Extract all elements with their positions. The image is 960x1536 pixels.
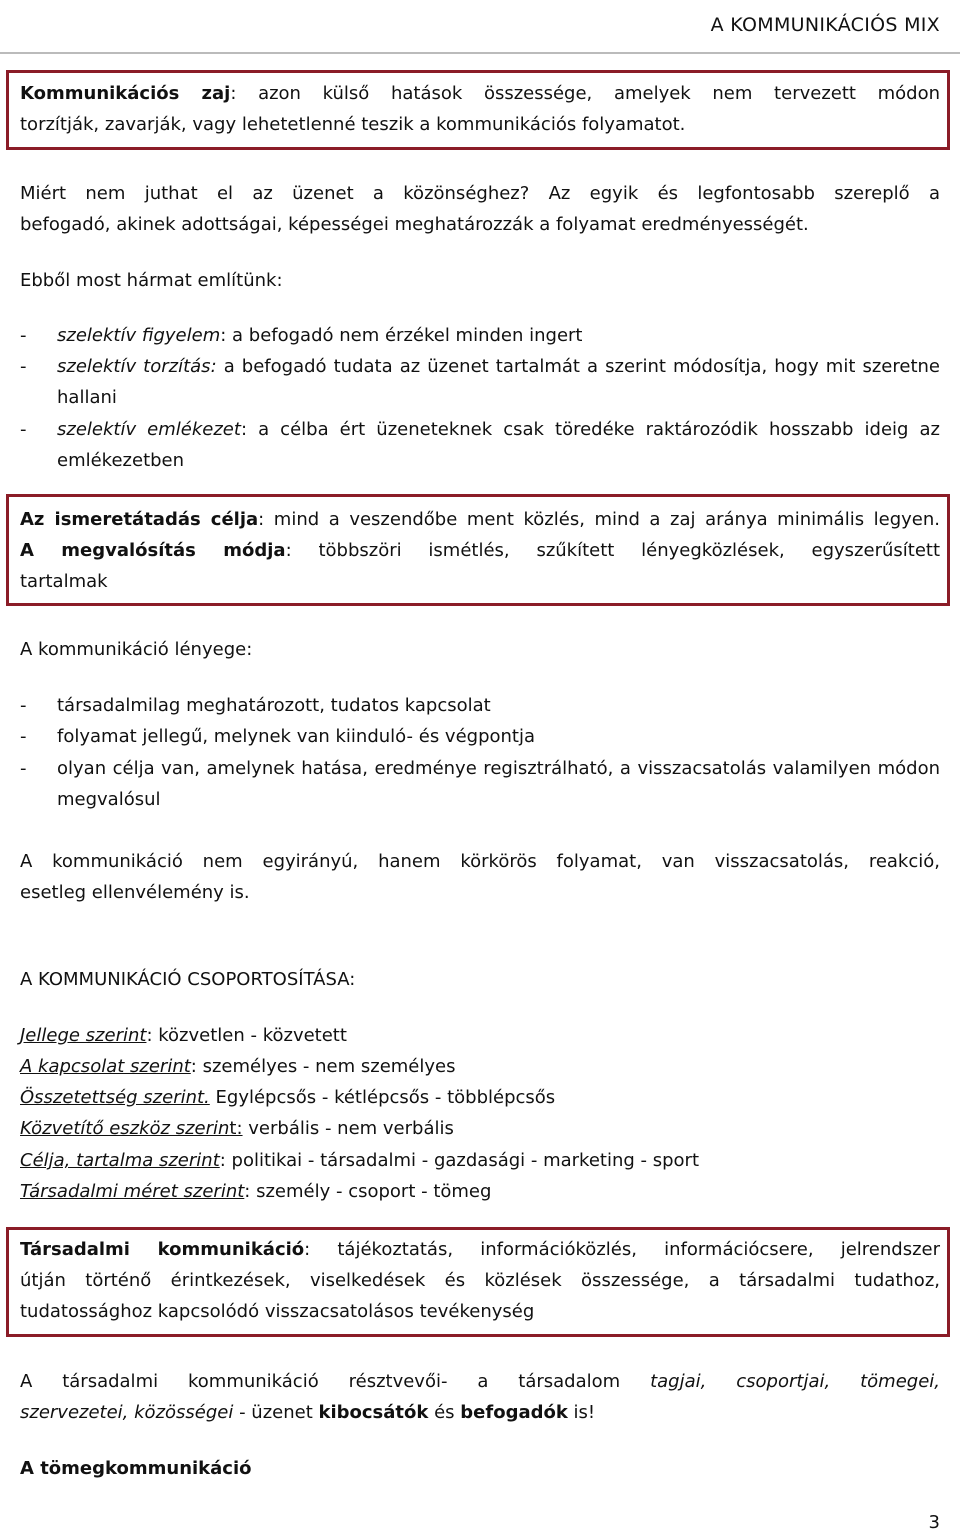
noise-term: Kommunikációs zaj bbox=[20, 83, 231, 104]
classification-heading: A KOMMUNIKÁCIÓ CSOPORTOSÍTÁSA: bbox=[20, 969, 356, 990]
dash-marker: - bbox=[20, 695, 27, 716]
participants-bold: befogadók bbox=[460, 1402, 568, 1423]
noise-line-2: torzítják, zavarják, vagy lehetetlenné teszik a kommunikációs folyamatot. bbox=[20, 114, 686, 135]
participants-italic: szervezetei, közösségei bbox=[20, 1402, 234, 1423]
classification-sep: t: bbox=[229, 1118, 243, 1139]
participants-line-2 bbox=[20, 1397, 940, 1428]
classification-text: személyes - nem személyes bbox=[196, 1056, 456, 1077]
social-line-3: tudatossághoz kapcsolódó visszacsatolásos tevékenység bbox=[20, 1301, 535, 1322]
classification-text: politikai - társadalmi - gazdasági - marketing - sport bbox=[225, 1150, 700, 1171]
goal-text-1: : mind a veszendőbe ment közlés, mind a zaj aránya minimális legyen. bbox=[258, 509, 940, 530]
social-line-2: útján történő érintkezések, viselkedések és közlések összessége, a társadalmi tudathoz, bbox=[20, 1270, 940, 1291]
classification-sep: : bbox=[190, 1056, 197, 1077]
why-line-1: Miért nem juthat el az üzenet a közönséghez? Az egyik és legfontosabb szereplő a bbox=[20, 183, 940, 204]
selective-item-distortion bbox=[57, 351, 940, 413]
classification-sep: : bbox=[146, 1025, 153, 1046]
classification-row bbox=[20, 1113, 940, 1144]
essence-item: folyamat jellegű, melynek van kiinduló- és végpontja bbox=[57, 726, 536, 747]
selective-term: szelektív figyelem bbox=[57, 325, 221, 346]
classification-text: közvetlen - közvetett bbox=[152, 1025, 347, 1046]
social-text-1: : tájékoztatás, információközlés, információcsere, jelrendszer bbox=[304, 1239, 940, 1260]
classification-text: verbális - nem verbális bbox=[242, 1118, 454, 1139]
dash-marker: - bbox=[20, 758, 27, 779]
participants-text: - üzenet bbox=[233, 1402, 319, 1423]
classification-term: A kapcsolat szerint bbox=[20, 1056, 191, 1077]
header-title: A KOMMUNIKÁCIÓS MIX bbox=[710, 14, 940, 36]
goal-line-1 bbox=[20, 504, 940, 535]
classification-row bbox=[20, 1145, 940, 1176]
classification-term: Társadalmi méret szerint bbox=[20, 1181, 245, 1202]
dash-marker: - bbox=[20, 726, 27, 747]
selective-term: szelektív emlékezet bbox=[57, 419, 241, 440]
participants-text: is! bbox=[567, 1402, 596, 1423]
mass-communication-heading bbox=[20, 1453, 940, 1484]
goal-line-3: tartalmak bbox=[20, 571, 108, 592]
selective-text: a befogadó tudata az üzenet tartalmát a szerint módosítja, hogy mit szeretne hallani bbox=[57, 356, 940, 408]
participants-line-1 bbox=[20, 1366, 940, 1397]
goal-line-2 bbox=[20, 535, 940, 566]
selective-term: szelektív torzítás: bbox=[57, 356, 217, 377]
essence-item: olyan célja van, amelynek hatása, eredménye regisztrálható, a visszacsatolás valamilyen módon megvalósul bbox=[57, 758, 940, 810]
goal-term-2: A megvalósítás módja bbox=[20, 540, 286, 561]
classification-term: Jellege szerint bbox=[20, 1025, 147, 1046]
classification-row bbox=[20, 1082, 940, 1113]
goal-text-2: : többszöri ismétlés, szűkített lényegközlések, egyszerűsített bbox=[285, 540, 941, 561]
three-intro: Ebből most hármat említünk: bbox=[20, 270, 283, 291]
selective-text: : a befogadó nem érzékel minden ingert bbox=[220, 325, 583, 346]
dash-marker: - bbox=[20, 419, 27, 440]
classification-row bbox=[20, 1020, 940, 1051]
why-line-2: befogadó, akinek adottságai, képességei meghatározzák a folyamat eredményességét. bbox=[20, 214, 809, 235]
participants-bold: kibocsátók bbox=[318, 1402, 429, 1423]
dash-marker: - bbox=[20, 325, 27, 346]
goal-term-1: Az ismeretátadás célja bbox=[20, 509, 259, 530]
page-number: 3 bbox=[928, 1512, 940, 1533]
essence-intro: A kommunikáció lényege: bbox=[20, 639, 253, 660]
classification-term: Célja, tartalma szerint bbox=[20, 1150, 220, 1171]
classification-term: Összetettség szerint. bbox=[20, 1087, 210, 1108]
participants-text: A társadalmi kommunikáció résztvevői- a társadalom bbox=[20, 1371, 651, 1392]
classification-row bbox=[20, 1051, 940, 1082]
noise-def-1: : azon külső hatások összessége, amelyek nem tervezett módon bbox=[230, 83, 941, 104]
classification-row bbox=[20, 1176, 940, 1207]
social-term: Társadalmi kommunikáció bbox=[20, 1239, 305, 1260]
page-header bbox=[0, 0, 960, 40]
nondirectional-line-1: A kommunikáció nem egyirányú, hanem körkörös folyamat, van visszacsatolás, reakció, bbox=[20, 851, 940, 872]
social-line-1 bbox=[20, 1234, 940, 1265]
classification-sep: : bbox=[244, 1181, 251, 1202]
nondirectional-line-2: esetleg ellenvélemény is. bbox=[20, 882, 250, 903]
noise-line-1 bbox=[20, 78, 940, 109]
classification-term: Közvetítő eszköz szerin bbox=[20, 1118, 230, 1139]
participants-text: és bbox=[428, 1402, 461, 1423]
essence-item: társadalmilag meghatározott, tudatos kapcsolat bbox=[57, 695, 491, 716]
selective-item-attention bbox=[57, 320, 940, 351]
classification-text: személy - csoport - tömeg bbox=[250, 1181, 492, 1202]
classification-text: Egylépcsős - kétlépcsős - többlépcsős bbox=[209, 1087, 556, 1108]
participants-italic: tagjai, csoportjai, tömegei, bbox=[650, 1371, 940, 1392]
dash-marker: - bbox=[20, 356, 27, 377]
selective-text: : a célba ért üzeneteknek csak töredéke raktározódik hosszabb ideig az emlékezetben bbox=[57, 419, 940, 471]
header-rule bbox=[0, 52, 960, 54]
mass-heading-text: A tömegkommunikáció bbox=[20, 1458, 252, 1479]
selective-item-memory bbox=[57, 414, 940, 476]
classification-sep: : bbox=[219, 1150, 226, 1171]
